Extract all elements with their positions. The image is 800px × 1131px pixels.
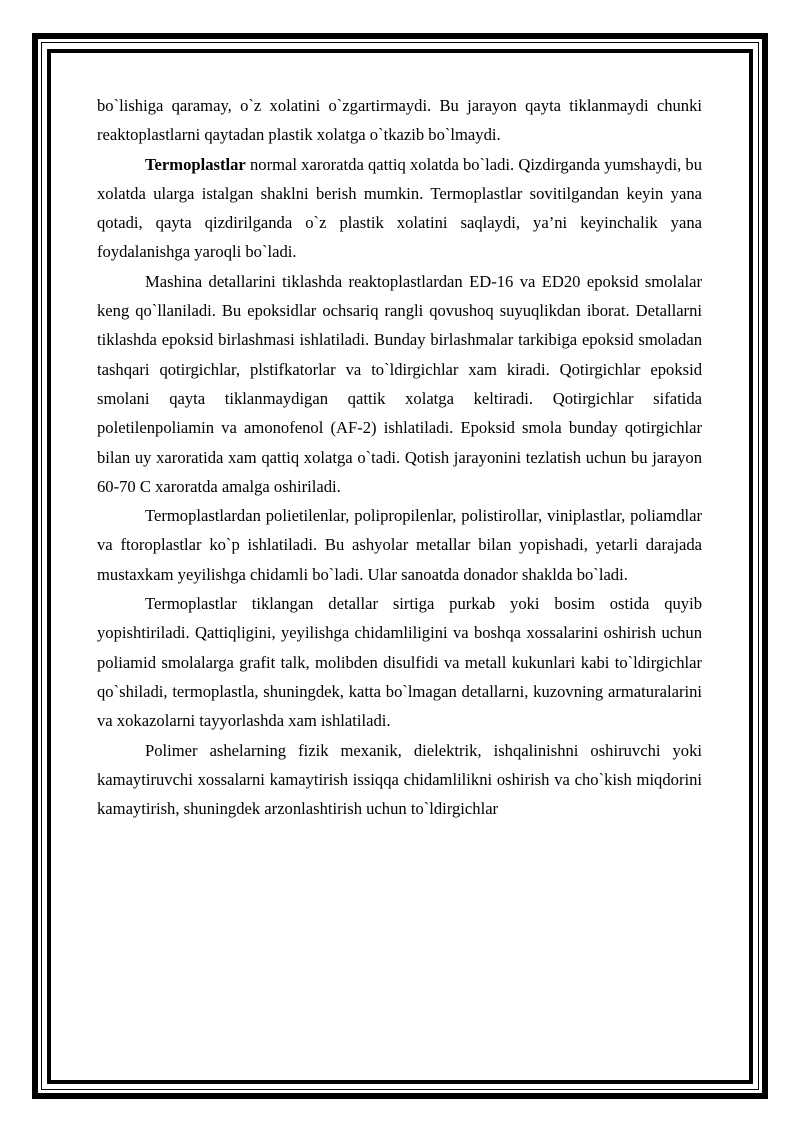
paragraph-1 — [97, 91, 702, 150]
paragraph-5-text: Termoplastlar tiklangan detallar sirtiga purkab yoki bosim ostida quyib yopishtiriladi. Qattiqligini, yeyilishga chidamliligini va boshqa xossalarini oshirish uchun poliamid smolalarga grafit talk, molibden disulfidi va metall kukunlari kabi to`ldirgichlar qo`shiladi, termoplastla, shuningdek, katta bo`lmagan detallarni, kuzovning armaturalarini va xokazolarni tayyorlashda xam ishlatiladi. — [97, 594, 702, 731]
paragraph-2 — [97, 150, 702, 267]
paragraph-4-text: Termoplastlardan polietilenlar, polipropilenlar, polistirollar, viniplastlar, poliamdlar va ftoroplastlar ko`p ishlatiladi. Bu ashyolar metallar bilan yopishadi, yetarli darajada mustaxkam yeyilishga chidamli bo`ladi. Ular sanoatda donador shaklda bo`ladi. — [97, 506, 702, 584]
paragraph-2-text: normal xaroratda qattiq xolatda bo`ladi. Qizdirganda yumshaydi, bu xolatda ularga istalgan shaklni berish mumkin. Termoplastlar sovitilgandan keyin yana qotadi, qayta qizdirilganda o`z plastik xolatini saqlaydi, ya’ni keyinchalik yana foydalanishga yaroqli bo`ladi. — [97, 154, 702, 262]
paragraph-2-bold-term: Termoplastlar — [145, 154, 246, 174]
paragraph-6-text: Polimer ashelarning fizik mexanik, dielektrik, ishqalinishni oshiruvchi yoki kamaytiruvchi xossalarni kamaytirish issiqqa chidamlilikni oshirish va cho`kish miqdorini kamaytirish, shuningdek arzonlashtirish uchun to`ldirgichlar — [97, 740, 702, 819]
paragraph-4 — [97, 501, 702, 589]
paragraph-1-text: bo`lishiga qaramay, o`z xolatini o`zgartirmaydi. Bu jarayon qayta tiklanmaydi chunki reaktoplastlarni qaytadan plastik xolatga o`tkazib bo`lmaydi. — [97, 96, 702, 145]
paragraph-6 — [97, 736, 702, 824]
paragraph-3-text: Mashina detallarini tiklashda reaktoplastlardan ED-16 va ED20 epoksid smolalar keng qo`llaniladi. Bu epoksidlar ochsariq rangli qovushoq suyuqlikdan iborat. Detallarni tiklashda epoksid birlashmasi ishlatiladi. Bunday birlashmalar tarkibiga epoksid smoladan tashqari qotirgichlar, plstifkatorlar va to`ldirgichlar xam kiradi. Qotirgichlar epoksid smolani qayta tiklanmaydigan qattik xolatga keltiradi. Qotirgichlar sifatida poletilenpoliamin va amonofenol (AF-2) ishlatiladi. Epoksid smola bunday qotirgichlar bilan uy xaroratida xam qattiq xolatga o`tadi. Qotish jarayonini tezlatish uchun bu jarayon 60-70 C xaroratda amalga oshiriladi. — [97, 271, 702, 496]
paragraph-5 — [97, 589, 702, 735]
paragraph-3 — [97, 267, 702, 501]
document-body — [97, 91, 702, 823]
